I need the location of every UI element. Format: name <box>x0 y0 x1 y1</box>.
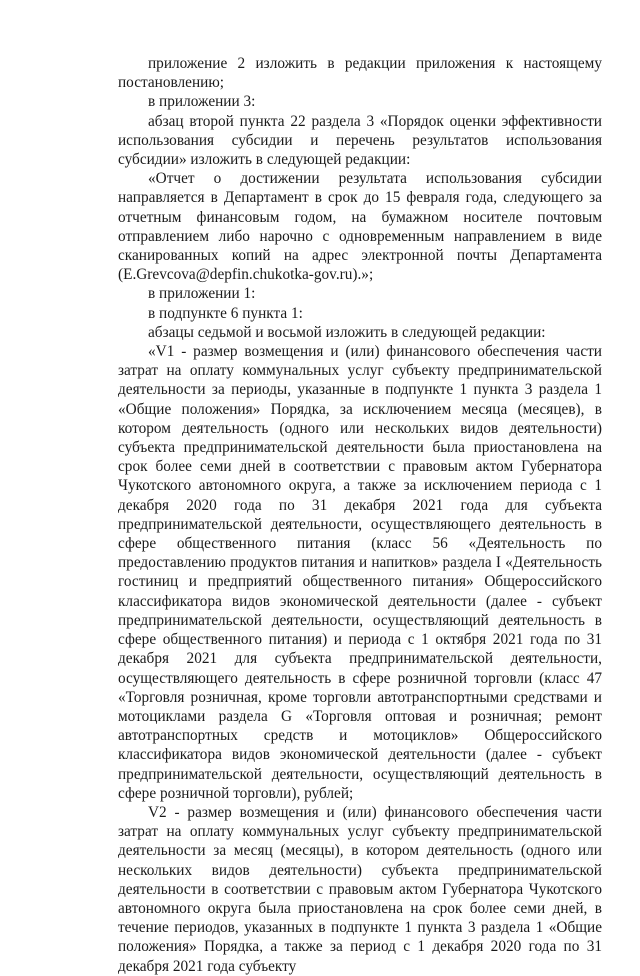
paragraph: абзацы седьмой и восьмой изложить в следующей редакции: <box>148 323 546 341</box>
document-body <box>118 54 602 976</box>
paragraph: «V1 - размер возмещения и (или) финансового обеспечения части затрат на оплату коммунальных услуг субъекту предпринимательской деятельности за периоды, указанные в подпункте 1 пункта 3 раздела 1 «Общие положения» Порядка, за исключением месяца (месяцев), в котором деятельность (одного или нескольких видов деятельности) субъекта предпринимательской деятельности была приостановлена на срок более семи дней в соответствии с правовым актом Губернатора Чукотского автономного округа, а также за исключением периода с 1 декабря 2020 года по 31 декабря 2021 года для субъекта предпринимательской деятельности, осуществляющего деятельность в сфере общественного питания (класс 56 «Деятельность по предоставлению продуктов питания и напитков» раздела I «Деятельность гостиниц и предприятий общественного питания» Общероссийского классификатора видов экономической деятельности (далее - субъект предпринимательской деятельности, осуществляющий деятельность в сфере общественного питания) и периода с 1 октября 2021 года по 31 декабря 2021 для субъекта предпринимательской деятельности, осуществляющего деятельность в сфере розничной торговли (класс 47 «Торговля розничная, кроме торговли автотранспортными средствами и мотоциклами раздела G «Торговля оптовая и розничная; ремонт автотранспортных средств и мотоциклов» Общероссийского классификатора видов экономической деятельности (далее - субъект предпринимательской деятельности, осуществляющий деятельность в сфере розничной торговли), рублей; <box>118 343 602 802</box>
paragraph: в подпункте 6 пункта 1: <box>148 304 303 322</box>
paragraph: приложение 2 изложить в редакции приложения к настоящему постановлению; <box>118 55 602 92</box>
paragraph: в приложении 3: <box>148 93 256 111</box>
paragraph: абзац второй пункта 22 раздела 3 «Порядок оценки эффективности использования субсидии и перечень результатов использования субсидии» изложить в следующей редакции: <box>118 112 602 169</box>
paragraph: в приложении 1: <box>148 285 256 303</box>
paragraph: «Отчет о достижении результата использования субсидии направляется в Департамент в срок до 15 февраля года, следующего за отчетным финансовым годом, на бумажном носителе почтовым отправлением либо нарочно с одновременным направлением в виде сканированных копий на адрес электронной почты Департамента (E.Grevcova@depfin.chukotka-gov.ru).»; <box>118 170 602 284</box>
paragraph: V2 - размер возмещения и (или) финансового обеспечения части затрат на оплату коммунальных услуг субъекту предпринимательской деятельности за месяц (месяцы), в котором деятельность (одного или нескольких видов деятельности) субъекта предпринимательской деятельности в соответствии с правовым актом Губернатора Чукотского автономного округа была приостановлена на срок более семи дней, в течение периодов, указанных в подпункте 1 пункта 3 раздела 1 «Общие положения» Порядка, а также за период с 1 декабря 2020 года по 31 декабря 2021 года субъекту <box>118 803 602 975</box>
